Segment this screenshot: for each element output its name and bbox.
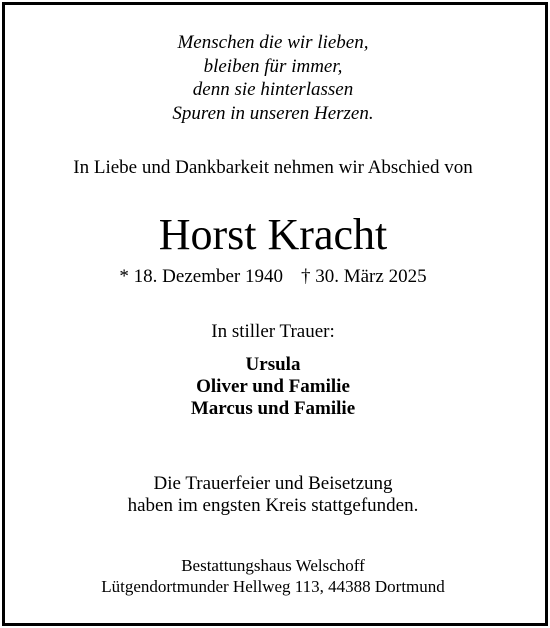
poem-line: Spuren in unseren Herzen. bbox=[172, 102, 374, 124]
mourning-heading: In stiller Trauer: bbox=[211, 321, 335, 342]
service-line: haben im engsten Kreis stattgefunden. bbox=[127, 495, 419, 516]
memorial-poem bbox=[0, 31, 546, 125]
poem-line: denn sie hinterlassen bbox=[192, 79, 354, 100]
mourner-name: Ursula bbox=[245, 354, 301, 375]
funeral-home-address: Lütgendortmunder Hellweg 113, 44388 Dortmund bbox=[101, 577, 445, 596]
life-dates bbox=[0, 265, 546, 289]
deceased-name: Horst Kracht bbox=[158, 210, 388, 259]
service-notice bbox=[0, 473, 546, 517]
funeral-home bbox=[0, 555, 546, 597]
service-line: Die Trauerfeier und Beisetzung bbox=[153, 473, 393, 494]
birth-date: * 18. Dezember 1940 bbox=[119, 266, 283, 287]
mourner-name: Oliver und Familie bbox=[196, 376, 350, 397]
poem-line: bleiben für immer, bbox=[203, 55, 343, 77]
farewell-intro: In Liebe und Dankbarkeit nehmen wir Abschied von bbox=[73, 157, 473, 178]
mourners-list bbox=[0, 354, 546, 420]
mourner-name: Marcus und Familie bbox=[190, 398, 356, 419]
death-date: † 30. März 2025 bbox=[300, 266, 427, 287]
funeral-home-name: Bestattungshaus Welschoff bbox=[181, 556, 365, 575]
poem-line: Menschen die wir lieben, bbox=[177, 32, 369, 53]
